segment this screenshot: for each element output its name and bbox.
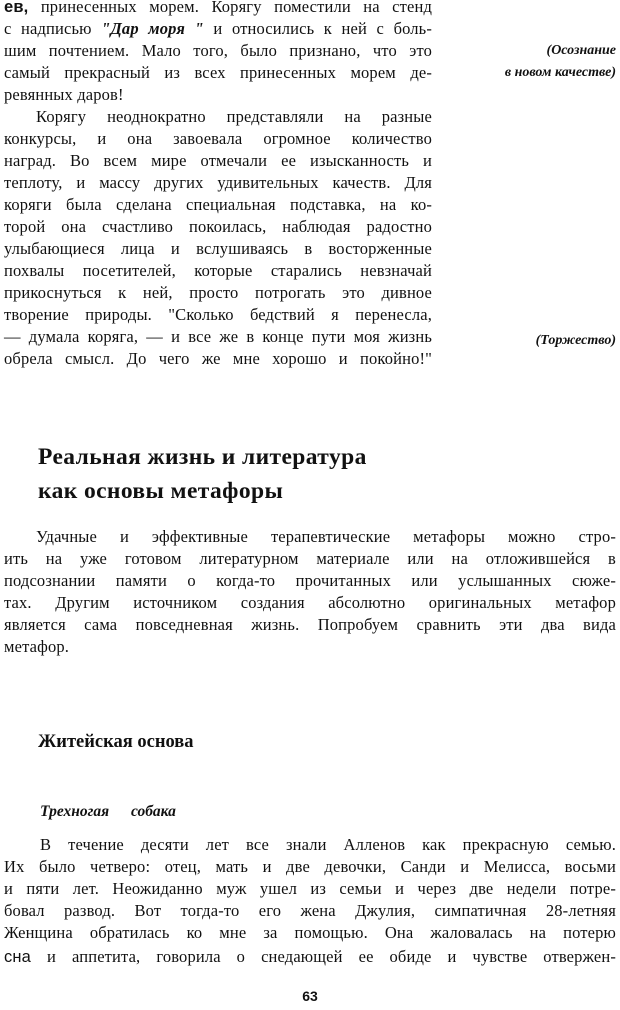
text-line: коряги была сделана специальная подставка, на ко- — [4, 195, 432, 214]
text-line: ревянных даров! — [4, 85, 124, 104]
text-fragment: принесенных морем. Корягу поместили на стенд — [40, 0, 432, 16]
text-line: улыбающиеся лица и вслушиваясь в восторженные — [4, 239, 432, 258]
text-line: Корягу неоднократно представляли на разные — [36, 107, 432, 126]
text-line: является сама повседневная жизнь. Попробуем сравнить эти два вида — [4, 615, 616, 634]
text-line: Их было четверо: отец, мать и две девочки, Санди и Мелисса, восьми — [4, 857, 616, 876]
text-line: самый прекрасный из всех принесенных морем де- — [4, 63, 432, 82]
fragment-lead: ев, — [4, 0, 29, 16]
text-line: — думала коряга, — и все же в конце пути моя жизнь — [4, 327, 432, 346]
text-line: творение природы. "Сколько бедствий я перенесла, — [4, 305, 432, 324]
text-line: торой она счастливо покоилась, наблюдая радостно — [4, 217, 432, 236]
text-line — [4, 946, 616, 968]
text-line: конкурсы, и она завоевала огромное количество — [4, 129, 432, 148]
text-line — [4, 0, 432, 18]
text-line: ить на уже готовом литературном материале или на отложившейся в — [4, 549, 616, 568]
page-number: 63 — [302, 988, 318, 1004]
subsection-heading: Житейская основа — [38, 732, 194, 752]
text-line: шим почтением. Мало того, было признано, что это — [4, 41, 432, 60]
text-line: Женщина обратилась ко мне за помощью. Она жаловалась на потерю — [4, 923, 616, 942]
text-fragment: с надписью — [4, 19, 102, 38]
text-line: подсознании памяти о когда-то прочитанных или услышанных сюже- — [4, 571, 616, 590]
margin-note: (Осознание — [546, 43, 616, 58]
text-line: обрела смысл. До чего же мне хорошо и покойно!" — [4, 349, 432, 368]
plaque-inscription: "Дар моря " — [101, 19, 204, 38]
text-line: теплоту, и массу других удивительных качеств. Для — [4, 173, 432, 192]
section-heading: Реальная жизнь и литература — [38, 444, 367, 470]
fragment-lead: сна — [4, 948, 31, 966]
text-line: метафор. — [4, 637, 70, 656]
text-fragment: и аппетита, говорила о снедающей ее обиде и чувстве отвержен- — [47, 947, 616, 966]
text-line: похвалы посетителей, которые старались невзначай — [4, 261, 432, 280]
text-fragment: и относились к ней с боль- — [203, 19, 433, 38]
story-title: Трехногая собака — [40, 803, 176, 820]
margin-note: (Торжество) — [535, 333, 616, 348]
text-line — [4, 18, 432, 40]
text-line: бовал развод. Вот тогда-то его жена Джулия, симпатичная 28-летняя — [4, 901, 616, 920]
text-line: наград. Во всем мире отмечали ее изысканность и — [4, 151, 432, 170]
margin-note: в новом качестве) — [504, 65, 616, 80]
text-line: В течение десяти лет все знали Алленов как прекрасную семью. — [40, 835, 616, 854]
text-line: тах. Другим источником создания абсолютно оригинальных метафор — [4, 593, 616, 612]
text-line: и пяти лет. Неожиданно муж ушел из семьи и через две недели потре- — [4, 879, 616, 898]
text-line: Удачные и эффективные терапевтические метафоры можно стро- — [36, 527, 616, 546]
text-line: прикоснуться к ней, просто потрогать это дивное — [4, 283, 432, 302]
section-heading: как основы метафоры — [38, 478, 284, 504]
